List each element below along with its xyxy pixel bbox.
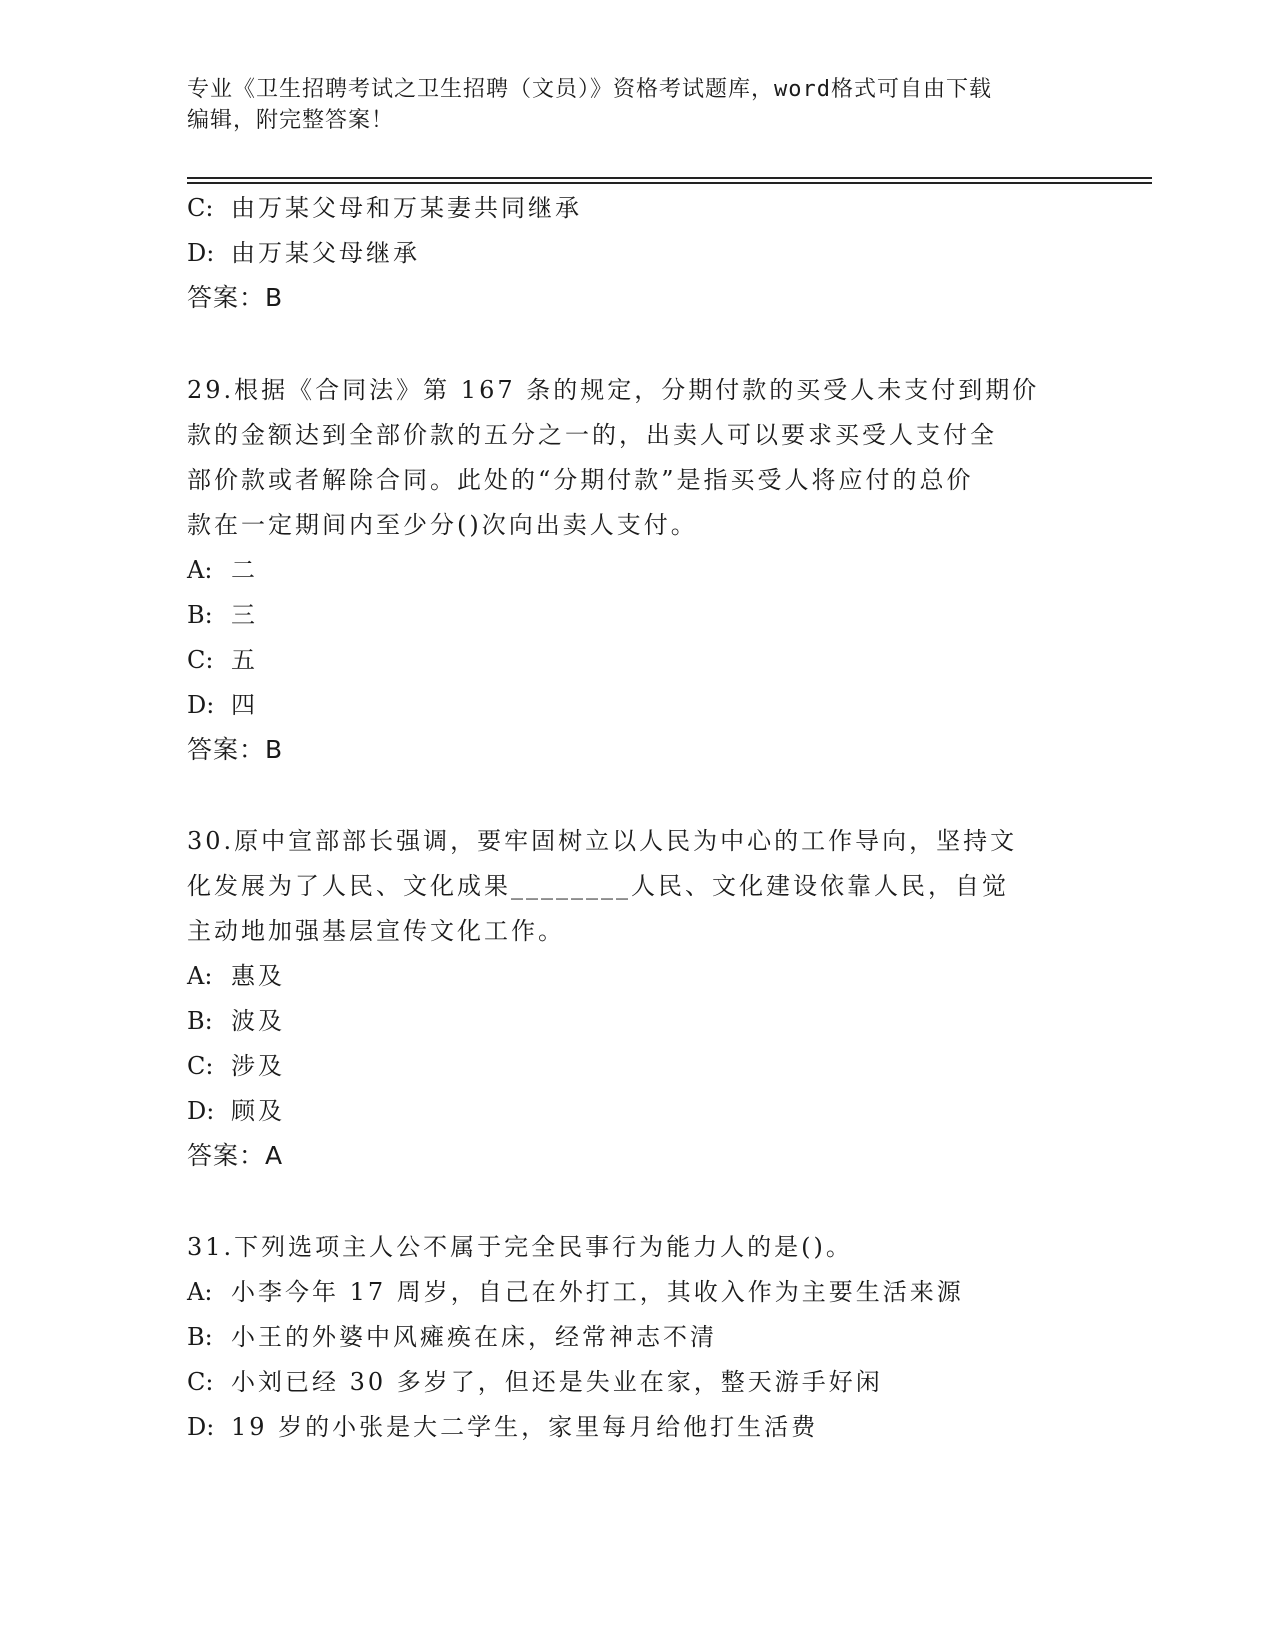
- q30-stem-line-3: 主动地加强基层宣传文化工作。: [187, 917, 565, 945]
- header-line-1: [187, 74, 1087, 105]
- header-divider-bottom: [187, 182, 1152, 184]
- option-text: 顾及: [231, 1097, 285, 1125]
- q30-option-c: [187, 1050, 285, 1082]
- option-key: B:: [187, 1007, 213, 1035]
- header-text-a: 专业《卫生招聘考试之卫生招聘（文员）》资格考试题库，: [187, 77, 775, 102]
- option-text: 小李今年 17 周岁，自己在外打工，其收入作为主要生活来源: [231, 1278, 964, 1306]
- q31-option-c: [187, 1366, 883, 1398]
- q28-answer: 答案：B: [187, 283, 284, 312]
- header-text-b: 格式可自由下载: [831, 77, 993, 102]
- option-key: C:: [187, 1368, 214, 1396]
- q30-option-b: [187, 1005, 285, 1037]
- header-text-word: word: [774, 77, 831, 102]
- option-key: A:: [187, 1278, 213, 1306]
- option-text: 五: [231, 646, 258, 674]
- q29-answer: 答案：B: [187, 735, 284, 764]
- option-text: 由万某父母继承: [231, 239, 420, 267]
- q31-option-d: [187, 1411, 818, 1443]
- q30-answer: 答案：A: [187, 1141, 284, 1170]
- option-text: 二: [231, 556, 258, 584]
- header-line-2: 编辑，附完整答案！: [187, 108, 395, 133]
- option-text: 惠及: [231, 962, 285, 990]
- option-key: C:: [187, 1052, 214, 1080]
- q29-option-c: [187, 644, 258, 676]
- option-text: 小刘已经 30 多岁了，但还是失业在家，整天游手好闲: [231, 1368, 883, 1396]
- q30-option-a: [187, 960, 285, 992]
- q29-option-d: [187, 689, 258, 721]
- option-key: D:: [187, 239, 215, 267]
- q28-option-c: [187, 192, 582, 224]
- option-key: C:: [187, 194, 214, 222]
- q30-option-d: [187, 1095, 285, 1127]
- q29-stem-line-2: 款的金额达到全部价款的五分之一的，出卖人可以要求买受人支付全: [187, 421, 997, 449]
- q31-option-b: [187, 1321, 717, 1353]
- option-key: D:: [187, 1413, 215, 1441]
- option-text: 由万某父母和万某妻共同继承: [231, 194, 582, 222]
- option-key: D:: [187, 1097, 215, 1125]
- option-text: 涉及: [231, 1052, 285, 1080]
- option-text: 小王的外婆中风瘫痪在床，经常神志不清: [231, 1323, 717, 1351]
- q31-stem-line-1: 31.下列选项主人公不属于完全民事行为能力人的是()。: [187, 1233, 853, 1261]
- q29-option-a: [187, 554, 258, 586]
- q29-stem-line-1: 29.根据《合同法》第 167 条的规定，分期付款的买受人未支付到期价: [187, 376, 1040, 404]
- option-key: A:: [187, 962, 213, 990]
- option-key: A:: [187, 556, 213, 584]
- q29-option-b: [187, 599, 258, 631]
- option-key: D:: [187, 691, 215, 719]
- option-key: B:: [187, 601, 213, 629]
- q28-option-d: [187, 237, 420, 269]
- option-text: 波及: [231, 1007, 285, 1035]
- q29-stem-line-4: 款在一定期间内至少分()次向出卖人支付。: [187, 511, 698, 539]
- header-divider-top: [187, 177, 1152, 179]
- option-text: 19 岁的小张是大二学生，家里每月给他打生活费: [231, 1413, 819, 1441]
- q30-stem-line-2: 化发展为了人民、文化成果________人民、文化建设依靠人民，自觉: [187, 872, 1009, 900]
- q29-stem-line-3: 部价款或者解除合同。此处的“分期付款”是指买受人将应付的总价: [187, 466, 974, 494]
- q31-option-a: [187, 1276, 964, 1308]
- option-key: B:: [187, 1323, 213, 1351]
- option-key: C:: [187, 646, 214, 674]
- option-text: 三: [231, 601, 258, 629]
- q30-stem-line-1: 30.原中宣部部长强调，要牢固树立以人民为中心的工作导向，坚持文: [187, 827, 1018, 855]
- option-text: 四: [231, 691, 258, 719]
- document-header: [187, 74, 1087, 136]
